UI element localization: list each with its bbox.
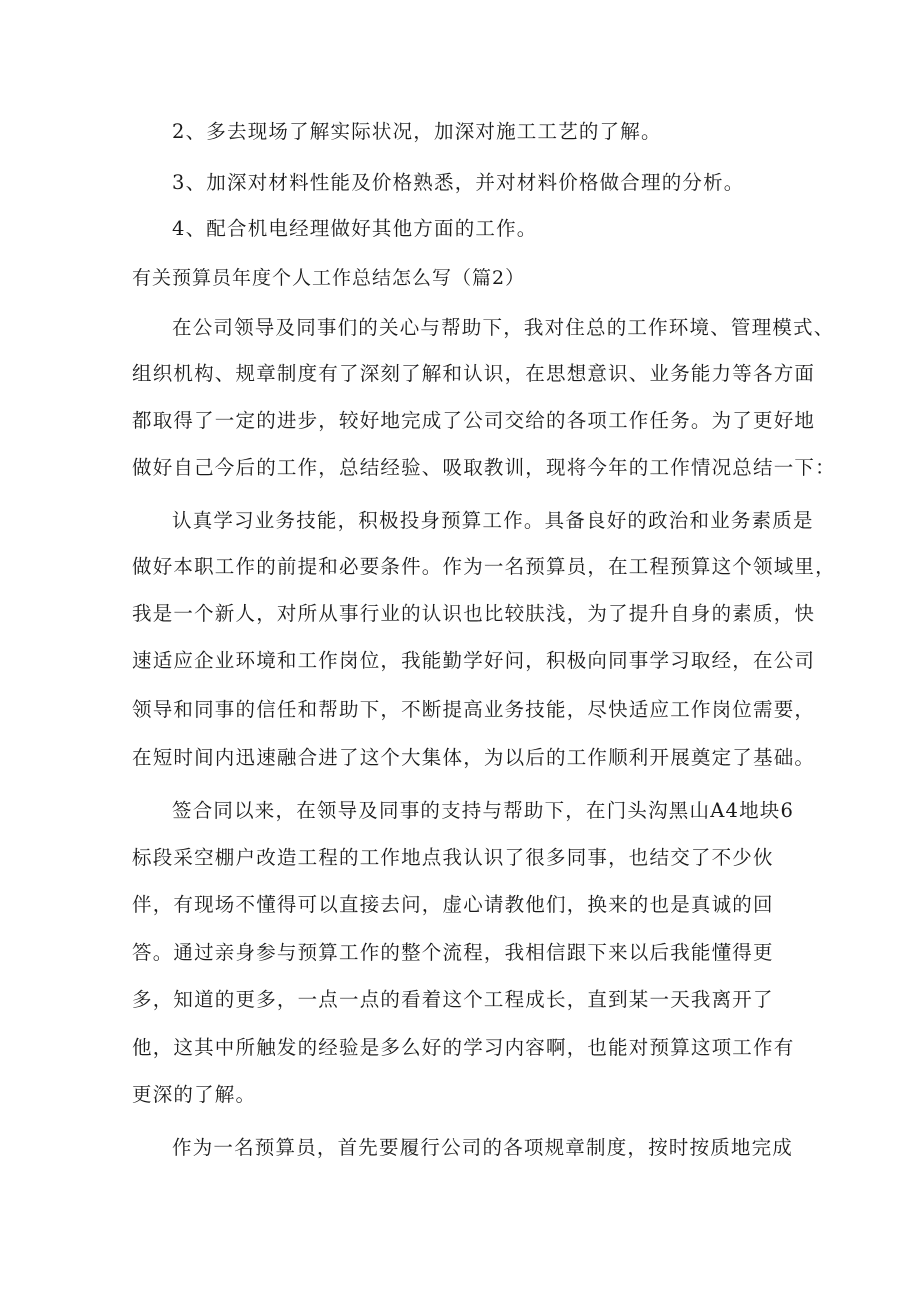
paragraph-2-line-5: 领导和同事的信任和帮助下，不断提高业务技能，尽快适应工作岗位需要， — [132, 698, 816, 721]
paragraph-3-line-2: 标段采空棚户改造工程的工作地点我认识了很多同事，也结交了不少伙 — [132, 846, 774, 869]
list-item-2: 2、多去现场了解实际状况，加深对施工工艺的了解。 — [172, 120, 662, 143]
paragraph-1-line-2: 组织机构、规章制度有了深刻了解和认识，在思想意识、业务能力等各方面 — [132, 362, 816, 385]
paragraph-2-line-1: 认真学习业务技能，积极投身预算工作。具备良好的政治和业务素质是 — [172, 509, 814, 532]
paragraph-2-line-3: 我是一个新人，对所从事行业的认识也比较肤浅，为了提升自身的素质，快 — [132, 602, 816, 625]
paragraph-3-line-4: 答。通过亲身参与预算工作的整个流程，我相信跟下来以后我能懂得更 — [132, 941, 774, 964]
paragraph-2-line-4: 速适应企业环境和工作岗位，我能勤学好问，积极向同事学习取经，在公司 — [132, 649, 816, 672]
paragraph-1-line-3: 都取得了一定的进步，较好地完成了公司交给的各项工作任务。为了更好地 — [132, 409, 816, 432]
paragraph-3-line-6: 他，这其中所触发的经验是多么好的学习内容啊，也能对预算这项工作有 — [132, 1036, 795, 1059]
paragraph-2-line-6: 在短时间内迅速融合进了这个大集体，为以后的工作顺利开展奠定了基础。 — [132, 746, 816, 769]
paragraph-3-line-1: 签合同以来，在领导及同事的支持与帮助下，在门头沟黑山A4地块6 — [172, 799, 795, 822]
section-heading: 有关预算员年度个人工作总结怎么写（篇2） — [132, 267, 526, 289]
paragraph-3-line-3: 伴，有现场不懂得可以直接去问，虚心请教他们，换来的也是真诚的回 — [132, 893, 774, 916]
paragraph-1-line-4: 做好自己今后的工作，总结经验、吸取教训，现将今年的工作情况总结一下： — [132, 456, 836, 479]
paragraph-1-line-1: 在公司领导及同事们的关心与帮助下，我对住总的工作环境、管理模式、 — [172, 316, 835, 339]
paragraph-4-line-1: 作为一名预算员，首先要履行公司的各项规章制度，按时按质地完成 — [172, 1136, 794, 1159]
paragraph-3-line-5: 多，知道的更多，一点一点的看着这个工程成长，直到某一天我离开了 — [132, 988, 774, 1011]
list-item-4: 4、配合机电经理做好其他方面的工作。 — [172, 217, 538, 240]
list-item-3: 3、加深对材料性能及价格熟悉，并对材料价格做合理的分析。 — [172, 171, 745, 194]
paragraph-3-line-7: 更深的了解。 — [132, 1083, 257, 1106]
paragraph-2-line-2: 做好本职工作的前提和必要条件。作为一名预算员，在工程预算这个领域里， — [132, 555, 836, 578]
